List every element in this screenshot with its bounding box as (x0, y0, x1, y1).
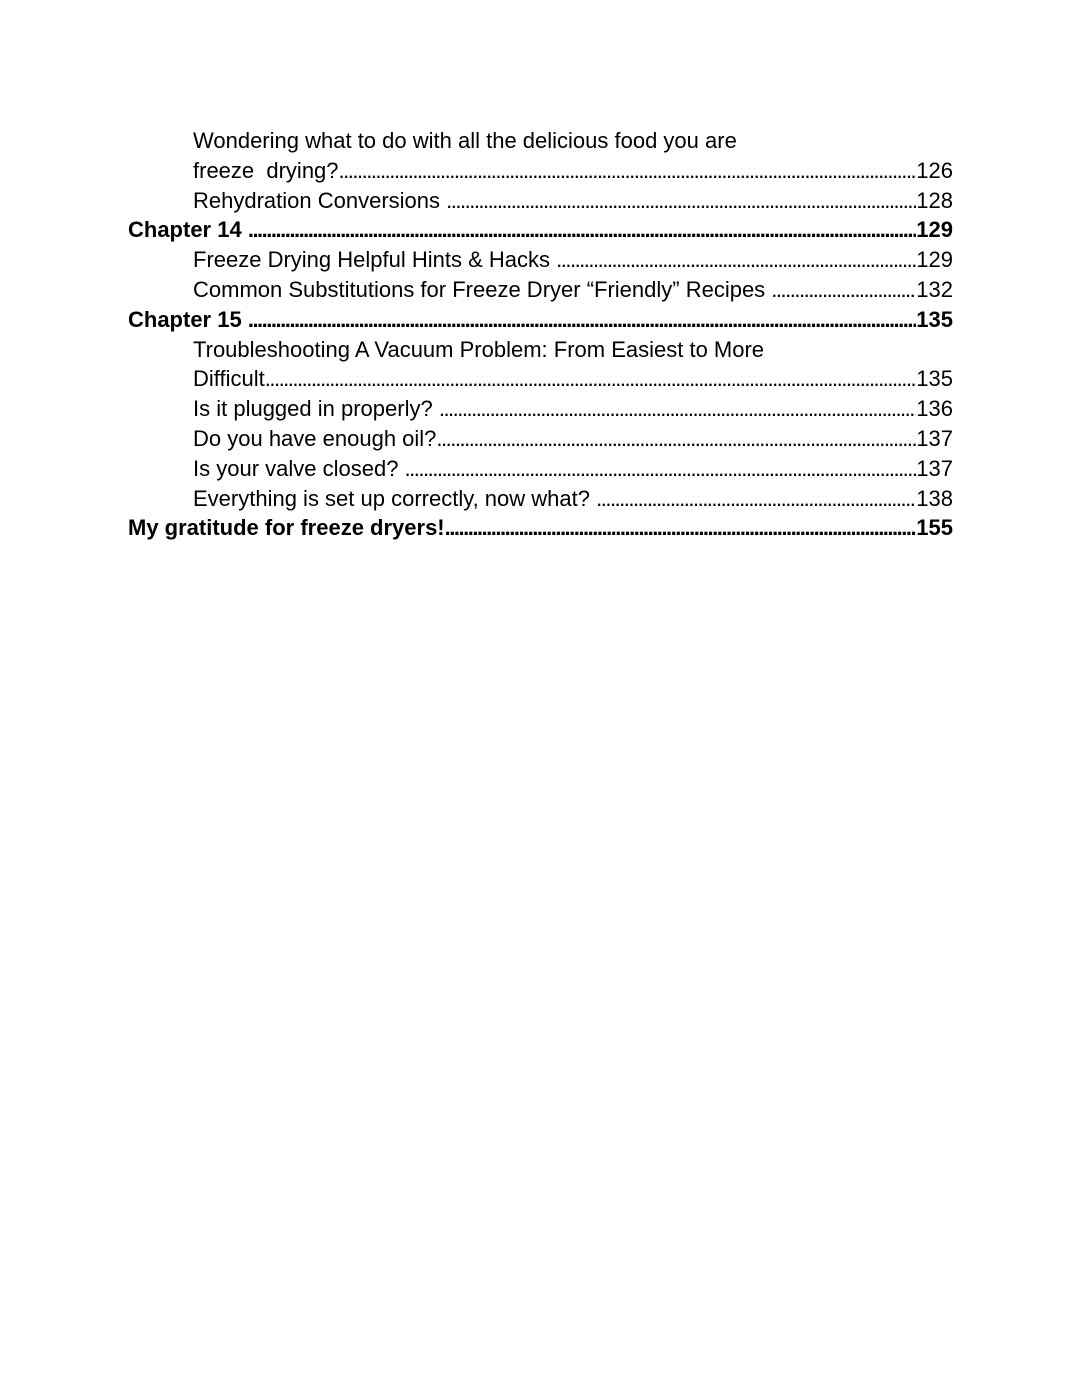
toc-entry-title: Rehydration Conversions (193, 187, 447, 213)
toc-page-number: 136 (916, 396, 953, 422)
toc-row (128, 186, 953, 216)
toc-dot-leader (248, 305, 916, 335)
toc-row (128, 513, 953, 543)
toc-row (128, 484, 953, 514)
toc-dot-leader (556, 245, 916, 275)
toc-entry-title: freeze drying? (193, 157, 339, 183)
toc-dot-leader (405, 454, 917, 484)
toc-row (128, 454, 953, 484)
toc-dot-leader (265, 364, 917, 394)
toc-page-number: 138 (916, 485, 953, 511)
toc-dot-leader (436, 424, 916, 454)
toc-row (128, 275, 953, 305)
toc-page-number: 126 (916, 157, 953, 183)
toc-entry-title: Chapter 15 (128, 306, 248, 332)
toc-page-number: 137 (916, 455, 953, 481)
toc-row (128, 215, 953, 245)
toc-dot-leader (446, 186, 916, 216)
toc-dot-leader (596, 484, 916, 514)
toc-entry-title: Everything is set up correctly, now what? (193, 485, 597, 511)
toc-row (128, 335, 953, 365)
toc-row (128, 364, 953, 394)
toc-page-number: 137 (916, 425, 953, 451)
toc-row (128, 245, 953, 275)
toc-page-number: 128 (916, 187, 953, 213)
toc-dot-leader (771, 275, 916, 305)
table-of-contents (128, 126, 953, 543)
toc-entry-title: Is it plugged in properly? (193, 396, 439, 422)
toc-page-number: 132 (916, 276, 953, 302)
toc-entry-title: Is your valve closed? (193, 455, 405, 481)
toc-entry-title: Wondering what to do with all the delicious food you are (193, 128, 737, 153)
toc-row (128, 394, 953, 424)
toc-entry-title: My gratitude for freeze dryers! (128, 515, 445, 541)
toc-entry-title: Freeze Drying Helpful Hints & Hacks (193, 247, 557, 273)
toc-row (128, 305, 953, 335)
toc-entry-title: Chapter 14 (128, 217, 248, 243)
toc-row (128, 156, 953, 186)
toc-entry-title: Difficult (193, 366, 265, 392)
toc-dot-leader (439, 394, 916, 424)
toc-dot-leader (445, 513, 917, 543)
toc-dot-leader (339, 156, 917, 186)
toc-page-number: 129 (916, 217, 953, 243)
toc-page-number: 135 (916, 366, 953, 392)
toc-page-number: 129 (916, 247, 953, 273)
toc-dot-leader (248, 215, 916, 245)
toc-page-number: 155 (916, 515, 953, 541)
toc-entry-title: Common Substitutions for Freeze Dryer “Friendly” Recipes (193, 276, 772, 302)
toc-row (128, 424, 953, 454)
toc-entry-title: Troubleshooting A Vacuum Problem: From Easiest to More (193, 336, 765, 362)
toc-entry-title: Do you have enough oil? (193, 425, 437, 451)
toc-page-number: 135 (916, 306, 953, 332)
toc-row (128, 126, 953, 156)
